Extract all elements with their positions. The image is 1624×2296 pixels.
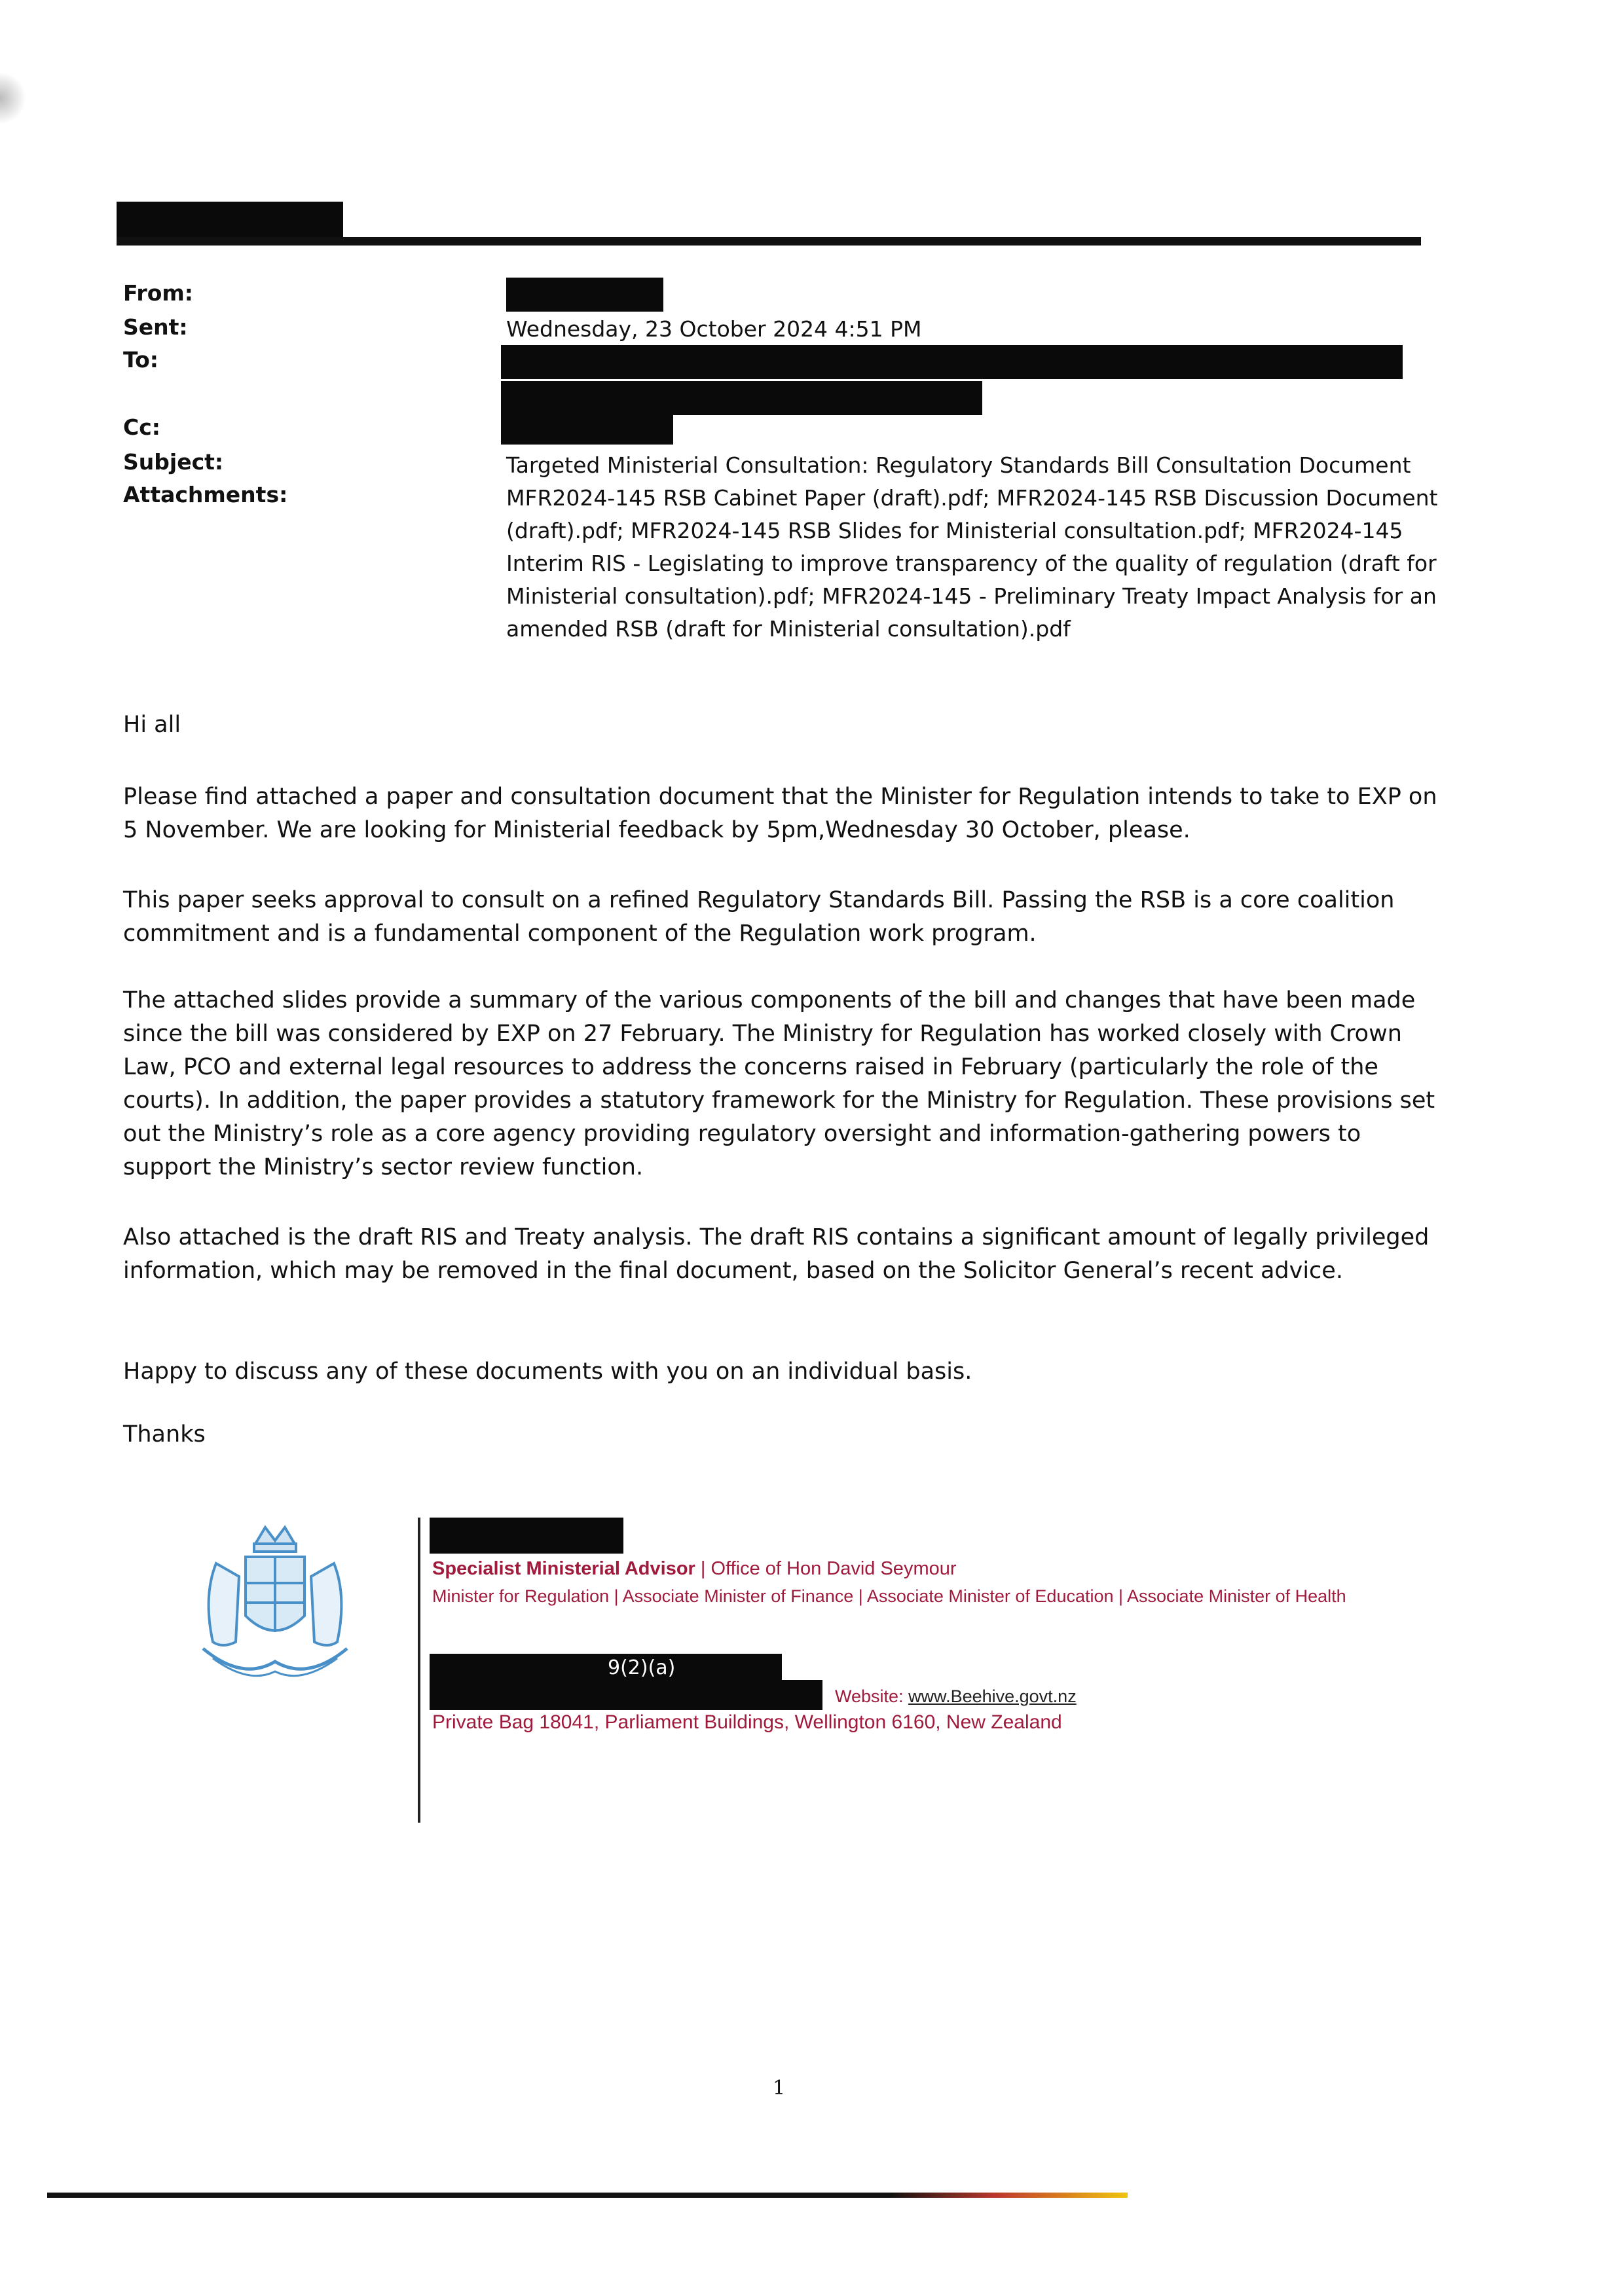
cc-redaction: [501, 414, 673, 445]
subject-value: Targeted Ministerial Consultation: Regulatory Standards Bill Consultation Document: [506, 452, 1411, 478]
cc-label: Cc:: [123, 414, 160, 440]
header-redaction: [117, 202, 343, 242]
body-paragraph-3: The attached slides provide a summary of the various components of the bill and changes that have been made since the bill was considered by EXP on 27 February. The Ministry for Regulation has worked closely with Crown Law, PCO and external legal resources to address the concerns raised in February (particularly the role of the courts). In addition, the paper provides a statutory framework for the Ministry for Regulation. These provisions set out the Ministry’s role as a core agency providing regulatory oversight and information-gathering powers to support the Ministry’s sector review function.: [123, 987, 1435, 1180]
from-label: From:: [123, 280, 193, 306]
body-paragraph-2: This paper seeks approval to consult on a refined Regulatory Standards Bill. Passing the RSB is a core coalition commitment and is a fundamental component of the Regulation work program.: [123, 887, 1395, 947]
from-redaction: [506, 278, 663, 312]
signature-portfolios: Minister for Regulation | Associate Minister of Finance | Associate Minister of Education | Associate Minister of Health: [432, 1586, 1346, 1606]
website-label: Website:: [835, 1686, 909, 1706]
to-redaction-1: [501, 345, 1403, 379]
page-number: 1: [773, 2077, 786, 2100]
signature-name-redaction: [430, 1518, 623, 1554]
scan-artifact: [0, 72, 26, 124]
to-redaction-2: [501, 381, 982, 415]
footer-rule: [47, 2193, 1128, 2198]
website-link[interactable]: www.Beehive.govt.nz: [908, 1686, 1077, 1706]
attachments-label: Attachments:: [123, 482, 288, 507]
coat-of-arms-icon: [177, 1518, 373, 1696]
signature-role-bold: Specialist Ministerial Advisor: [432, 1558, 695, 1579]
to-label: To:: [123, 347, 158, 373]
signature-website-line: [835, 1685, 1077, 1707]
attachments-value: MFR2024-145 RSB Cabinet Paper (draft).pdf; MFR2024-145 RSB Discussion Document (draft).pdf; MFR2024-145 RSB Slides for Ministerial consultation.pdf; MFR2024-145 Interim RIS - Legislating to improve transparency of the quality of regulation (draft for Ministerial consultation).pdf; MFR2024-145 - Preliminary Treaty Impact Analysis for an amended RSB (draft for Ministerial consultation).pdf: [506, 485, 1438, 642]
sent-value: Wednesday, 23 October 2024 4:51 PM: [506, 316, 922, 342]
signature-role: [432, 1557, 957, 1580]
signature-divider: [418, 1518, 420, 1823]
sent-label: Sent:: [123, 314, 188, 340]
body-paragraph-4: Also attached is the draft RIS and Treaty analysis. The draft RIS contains a significant amount of legally privileged information, which may be removed in the final document, based on the Solicitor General’s recent advice.: [123, 1224, 1430, 1284]
signature-office: | Office of Hon David Seymour: [695, 1558, 957, 1579]
closing: Thanks: [123, 1421, 206, 1448]
greeting: Hi all: [123, 712, 181, 738]
signature-contact-redaction-2: [430, 1680, 822, 1710]
body-paragraph-1: Please find attached a paper and consultation document that the Minister for Regulation intends to take to EXP on 5 November. We are looking for Ministerial feedback by 5pm,Wednesday 30 October, please.: [123, 784, 1437, 843]
header-rule: [117, 237, 1421, 246]
signature-address: Private Bag 18041, Parliament Buildings, Wellington 6160, New Zealand: [432, 1711, 1062, 1733]
subject-label: Subject:: [123, 449, 224, 475]
body-paragraph-5: Happy to discuss any of these documents with you on an individual basis.: [123, 1358, 972, 1385]
redaction-code: 9(2)(a): [608, 1656, 676, 1679]
